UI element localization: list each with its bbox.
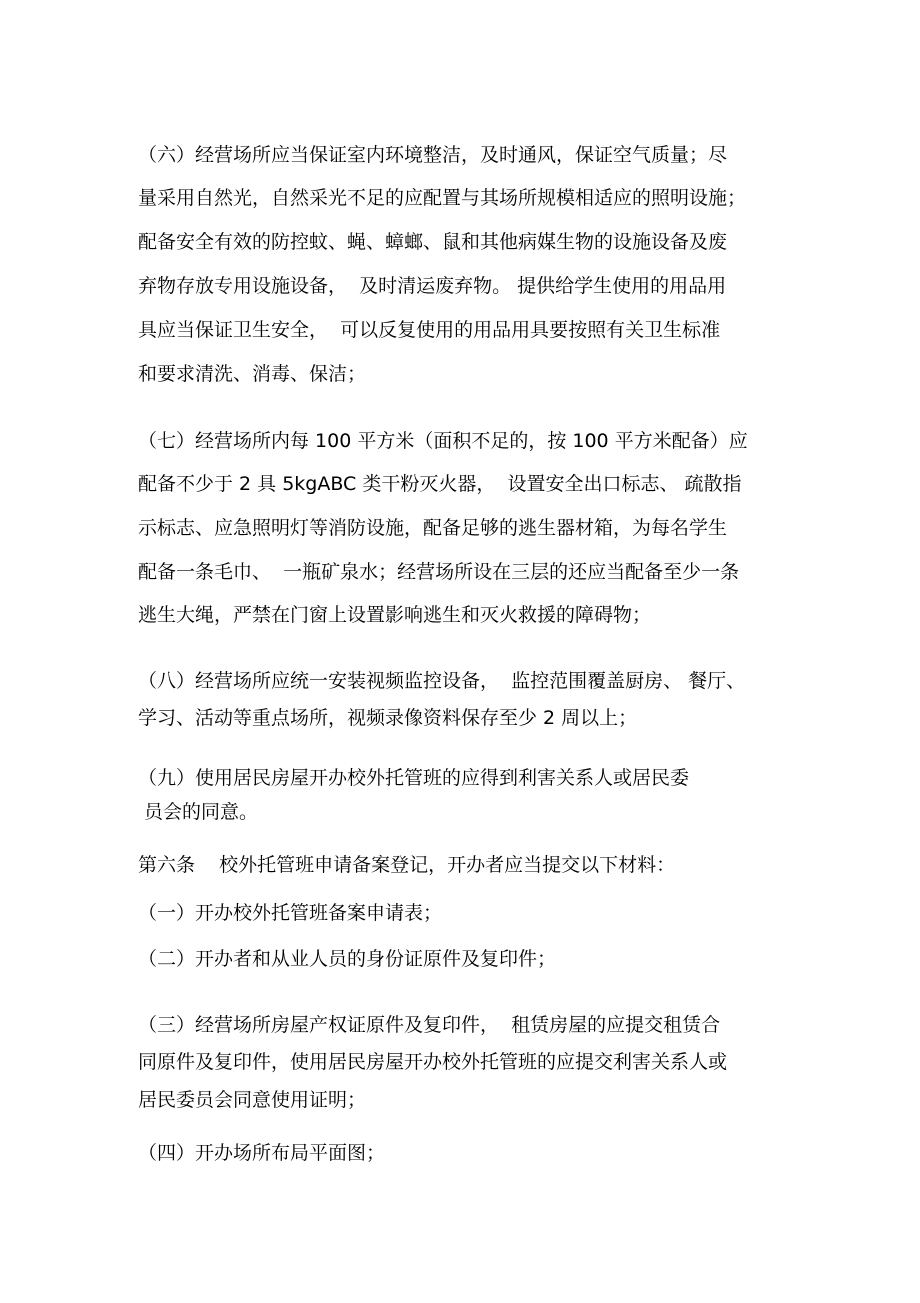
clause-7-line-3: 示标志、应急照明灯等消防设施，配备足够的逃生器材箱，为每名学生 — [138, 517, 728, 539]
clause-7-line-5: 逃生大绳，严禁在门窗上设置影响逃生和灭火救援的障碍物； — [138, 604, 652, 626]
clause-8-line-1: （八）经营场所应统一安装视频监控设备， 监控范围覆盖厨房、 餐厅、 — [138, 670, 746, 692]
item-2-text: （二）开办者和从业人员的身份证原件及复印件； — [138, 948, 557, 970]
clause-7-line-2: 配备不少于 2 具 5kgABC 类干粉灭火器， 设置安全出口标志、 疏散指 — [138, 473, 742, 495]
clause-6-line-4: 弃物存放专用设施设备， 及时清运废弃物。 提供给学生使用的用品用 — [138, 275, 727, 297]
item-3-line-1: （三）经营场所房屋产权证原件及复印件， 租赁房屋的应提交租赁合 — [138, 1014, 721, 1036]
item-3-line-3: 居民委员会同意使用证明； — [138, 1089, 367, 1111]
clause-6-line-2: 量采用自然光，自然采光不足的应配置与其场所规模相适应的照明设施； — [138, 187, 747, 209]
item-1-text: （一）开办校外托管班备案申请表； — [138, 902, 443, 924]
item-4-text: （四）开办场所布局平面图； — [138, 1142, 386, 1164]
clause-6-line-5: 具应当保证卫生安全， 可以反复使用的用品用具要按照有关卫生标准 — [138, 319, 721, 341]
clause-6-line-6: 和要求清洗、消毒、保洁； — [138, 363, 367, 385]
article-6-heading: 第六条 校外托管班申请备案登记，开办者应当提交以下材料： — [138, 854, 676, 876]
clause-9-line-2: 员会的同意。 — [138, 801, 259, 823]
clause-6-line-1: （六）经营场所应当保证室内环境整洁，及时通风，保证空气质量；尽 — [138, 144, 728, 166]
clause-7-line-1: （七）经营场所内每 100 平方米（面积不足的，按 100 平方米配备）应 — [138, 430, 748, 452]
clause-7-line-4: 配备一条毛巾、 一瓶矿泉水；经营场所设在三层的还应当配备至少一条 — [138, 561, 740, 583]
item-3-line-2: 同原件及复印件，使用居民房屋开办校外托管班的应提交利害关系人或 — [138, 1051, 728, 1073]
clause-8-line-2: 学习、活动等重点场所，视频录像资料保存至少 2 周以上； — [138, 707, 638, 729]
clause-6-line-3: 配备安全有效的防控蚊、蝇、蟑螂、鼠和其他病媒生物的设施设备及废 — [138, 231, 728, 253]
clause-9-line-1: （九）使用居民房屋开办校外托管班的应得到利害关系人或居民委 — [138, 767, 690, 789]
